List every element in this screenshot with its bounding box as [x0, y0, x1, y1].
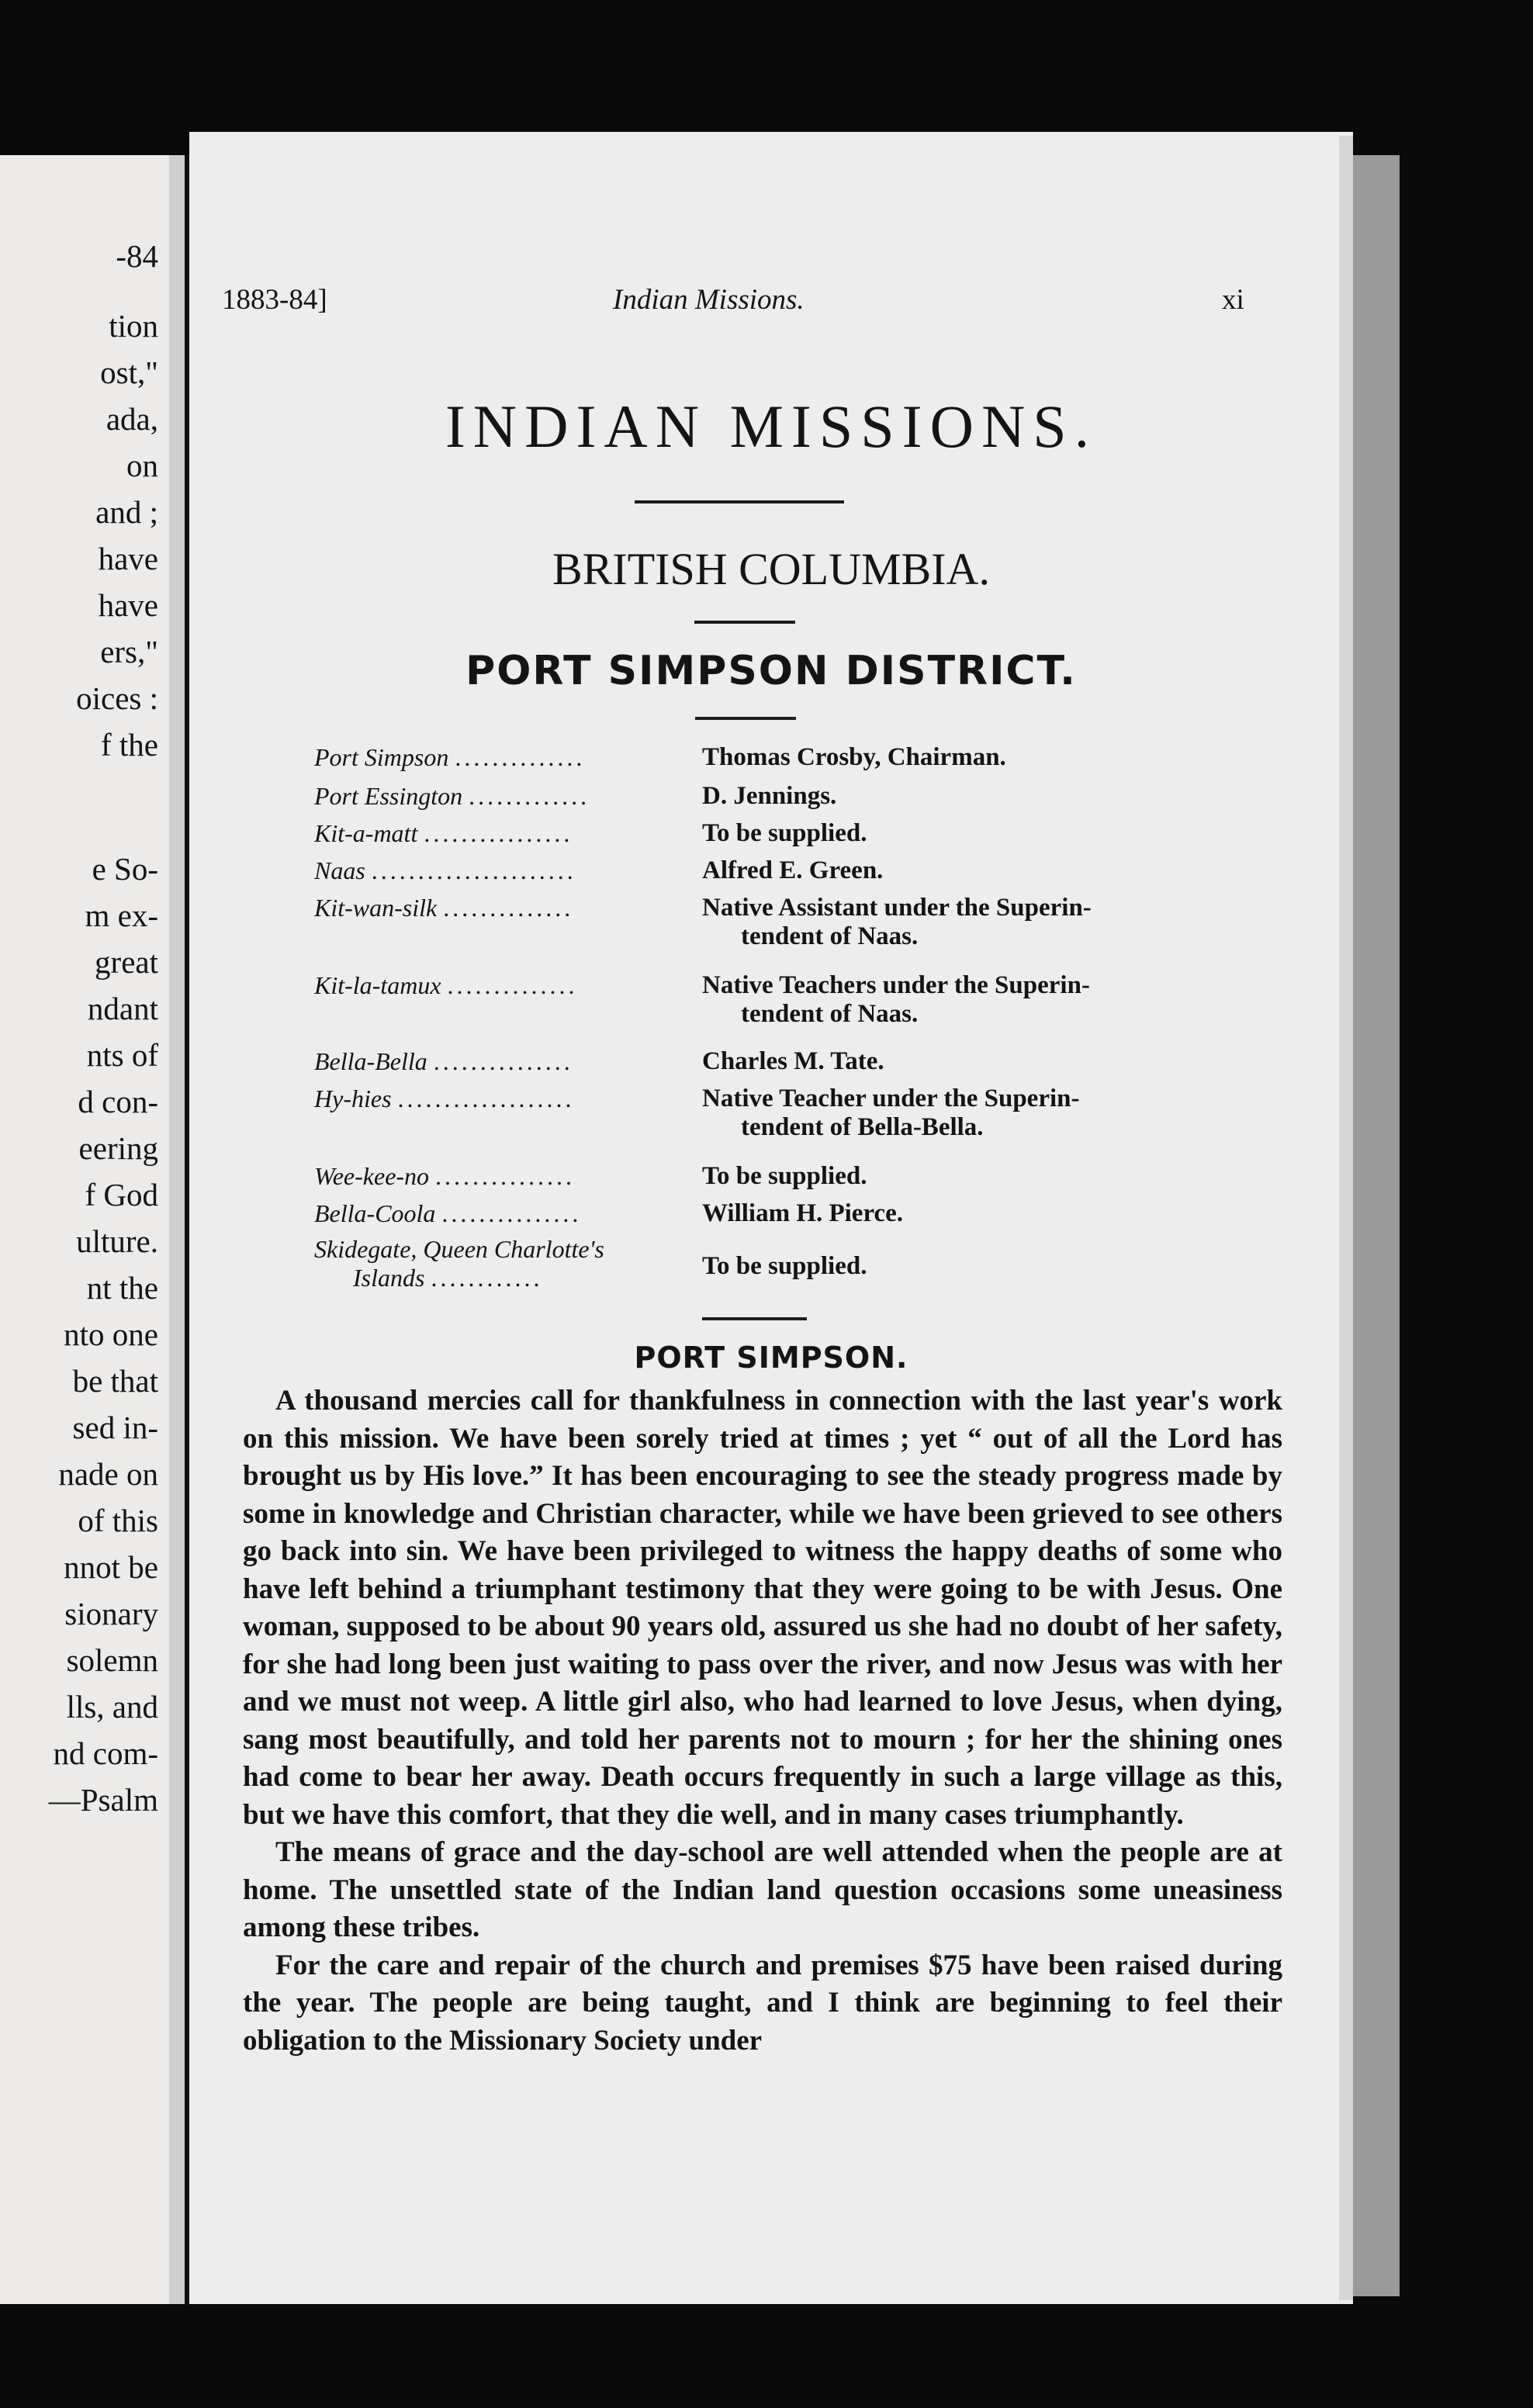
section-heading: PORT SIMPSON. [634, 1341, 908, 1375]
left-page-line: nto one [64, 1316, 158, 1352]
page-title: INDIAN MISSIONS. [445, 393, 1098, 460]
left-page-line: ers," [100, 634, 158, 669]
station-name-text: Kit-la-tamux [314, 971, 441, 999]
left-page-fragment [0, 155, 169, 2304]
left-page-line: f God [85, 1177, 158, 1213]
station-assignment [702, 1085, 1245, 1142]
district-heading: PORT SIMPSON DISTRICT. [465, 648, 1077, 694]
leader-dots: .............. [447, 971, 578, 999]
station-assignment [702, 894, 1245, 951]
station-assignment [702, 819, 1245, 848]
station-assignment [702, 1162, 1245, 1191]
station-name-text: Hy-hies [314, 1085, 392, 1112]
left-page-line: lls, and [66, 1689, 158, 1725]
assignment-text: Native Teacher under the Superin- [702, 1085, 1080, 1112]
station-name [314, 1085, 702, 1113]
assignment-text: To be supplied. [702, 1252, 867, 1280]
left-page-line: nnot be [64, 1549, 158, 1585]
leader-dots: ...................... [371, 856, 576, 884]
left-page-line: nts of [86, 1037, 158, 1073]
assignment-text: Thomas Crosby, Chairman. [702, 743, 1006, 771]
leader-dots: .............. [443, 894, 574, 922]
running-header-title: Indian Missions. [613, 284, 805, 316]
left-page-line: on [126, 448, 158, 483]
leader-dots: .............. [455, 743, 586, 771]
region-rule [694, 621, 795, 624]
left-page-line: e So- [92, 851, 158, 887]
station-name-text: Wee-kee-no [314, 1162, 430, 1190]
station-assignment [702, 1252, 1245, 1281]
station-name-text: Port Simpson [314, 743, 449, 771]
station-name-continuation: Islands [353, 1264, 425, 1292]
station-name-text: Bella-Bella [314, 1047, 427, 1075]
station-assignment [702, 743, 1245, 772]
station-name [314, 856, 702, 885]
region-heading: BRITISH COLUMBIA. [552, 544, 990, 594]
leader-dots: ................... [397, 1085, 575, 1112]
station-name-text: Bella-Coola [314, 1199, 436, 1227]
leader-dots: ............ [431, 1264, 543, 1292]
paragraph: The means of grace and the day-school are well attended when the people are at home. The unsettled state of the Indian land question occasions some uneasiness among these tribes. [243, 1836, 1282, 1943]
leader-dots: ............... [435, 1162, 576, 1190]
left-page-line: d con- [78, 1084, 158, 1119]
left-page-line: m ex- [85, 898, 158, 933]
left-page-line: and ; [95, 494, 158, 530]
title-rule [635, 500, 844, 503]
station-name-text: Kit-wan-silk [314, 894, 438, 922]
station-assignment [702, 856, 1245, 885]
station-name [314, 1162, 702, 1191]
left-page-line: have [98, 541, 158, 576]
left-page-line: -84 [116, 238, 158, 274]
station-assignment [702, 782, 1245, 811]
station-name [314, 819, 702, 848]
station-name-text: Skidegate, Queen Charlotte's [314, 1235, 604, 1263]
left-page-line: have [98, 587, 158, 623]
page-number: xi [1222, 284, 1244, 316]
left-page-line: ost," [100, 355, 158, 390]
left-page-line: nade on [58, 1456, 158, 1492]
assignment-text: Native Assistant under the Superin- [702, 894, 1092, 922]
assignment-continuation: tendent of Naas. [741, 1000, 919, 1028]
left-page-line: eering [78, 1130, 158, 1166]
station-name [314, 1199, 702, 1228]
leader-dots: ............. [469, 782, 590, 810]
left-page-line: ndant [87, 991, 158, 1026]
paragraph: A thousand mercies call for thankfulness in connection with the last year's work on this mission. We have been sorely tried at times ; yet “ out of all the Lord has brought us by His love.” It has been encouraging to see the steady progress made by some in knowledge and Christian character, while we have been grieved to see others go back into sin. We have been privileged to witness the happy deaths of some who have left behind a triumphant testimony that they were going to be with Jesus. One woman, supposed to be about 90 years old, assured us she had no doubt of her safety, for she had long been just waiting to pass over the river, and now Jesus was with her and we must not weep. A little girl also, who had learned to love Jesus, when dying, sang most beautifully, and told her parents not to mourn ; for her the shining ones had come to bear her away. Death occurs frequently in such a large village as this, but we have this comfort, that they die well, and in many cases triumphantly. [243, 1385, 1282, 1831]
leader-dots: ............... [441, 1199, 582, 1227]
assignment-text: To be supplied. [702, 1162, 867, 1190]
assignment-text: D. Jennings. [702, 782, 837, 810]
left-page-line: —Psalm [48, 1782, 158, 1818]
leader-dots: ............... [433, 1047, 573, 1075]
leader-dots: ................ [424, 819, 573, 847]
left-page-line: nd com- [53, 1735, 158, 1771]
left-page-line: sionary [64, 1596, 158, 1631]
left-page-line: oices : [76, 680, 158, 716]
assignment-text: Alfred E. Green. [702, 856, 884, 884]
left-page-line: f the [101, 727, 158, 763]
left-page-line: nt the [86, 1270, 158, 1306]
assignment-text: Native Teachers under the Superin- [702, 971, 1090, 999]
assignment-text: William H. Pierce. [702, 1199, 904, 1227]
station-name-text: Port Essington [314, 782, 463, 810]
left-page-line: ada, [106, 401, 158, 437]
left-page-line: be that [72, 1363, 158, 1399]
station-name [314, 894, 702, 922]
assignment-continuation: tendent of Bella-Bella. [741, 1113, 984, 1141]
section-rule [702, 1317, 807, 1320]
page-edge-shadow [1353, 155, 1400, 2296]
running-header-year: 1883-84] [222, 284, 327, 316]
left-page-line: sed in- [72, 1410, 158, 1445]
left-page-line: great [95, 944, 158, 980]
assignment-text: Charles M. Tate. [702, 1047, 884, 1075]
station-name [314, 1047, 702, 1076]
paragraph: For the care and repair of the church and premises $75 have been raised during the year. The people are being taught, and I think are beginning to feel their obligation to the Missionary Society under [243, 1949, 1282, 2057]
station-name [314, 782, 702, 811]
left-page-line: tion [109, 308, 158, 344]
body-text [243, 1382, 1282, 2060]
station-name [314, 971, 702, 1000]
assignment-text: To be supplied. [702, 819, 867, 847]
station-name [314, 743, 702, 772]
station-assignment [702, 1047, 1245, 1076]
left-page-line: ulture. [76, 1223, 158, 1259]
station-name-text: Naas [314, 856, 365, 884]
station-assignment [702, 971, 1245, 1029]
left-page-line: of this [78, 1503, 158, 1538]
station-assignment [702, 1199, 1245, 1228]
station-name [314, 1235, 702, 1292]
left-page-line: solemn [66, 1642, 158, 1678]
district-rule [695, 717, 796, 720]
assignment-continuation: tendent of Naas. [741, 922, 919, 950]
station-name-text: Kit-a-matt [314, 819, 418, 847]
